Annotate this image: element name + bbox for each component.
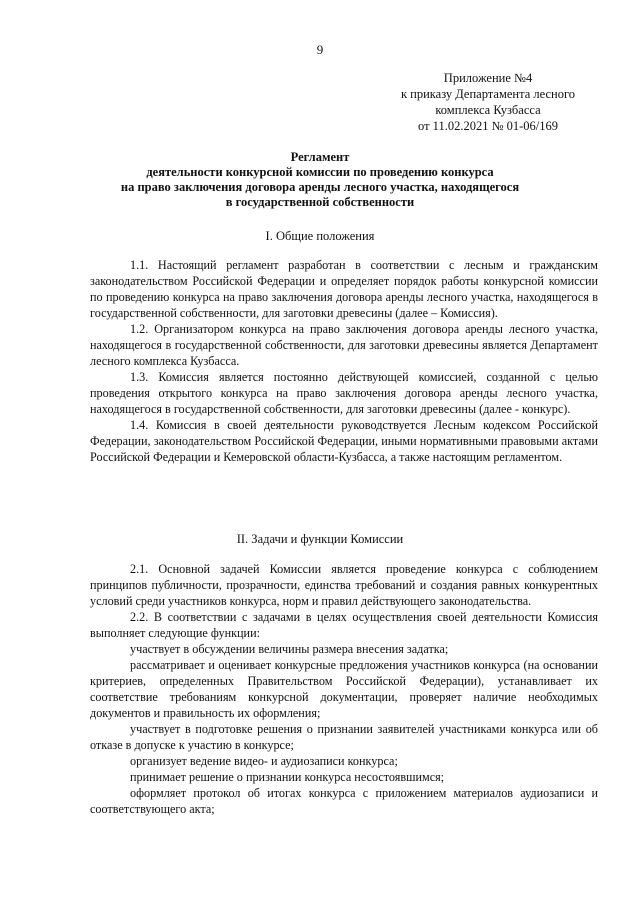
section-general-body	[90, 257, 598, 465]
function-item: организует ведение видео- и аудиозаписи конкурса;	[130, 754, 398, 768]
function-item: принимает решение о признании конкурса несостоявшимся;	[130, 770, 445, 784]
appendix-line: к приказу Департамента лесного	[400, 87, 576, 101]
paragraph: 1.4. Комиссия в своей деятельности руководствуется Лесным кодексом Российской Федерации, законодательством Российской Федерации, иными нормативными правовыми актами Российской Федерации и Кемеровской области-Кузбасса, а также настоящим регламентом.	[90, 418, 598, 464]
paragraph: 1.2. Организатором конкурса на право заключения договора аренды лесного участка, находящегося в государственной собственности, для заготовки древесины является Департамент лесного комплекса Кузбасса.	[90, 322, 598, 368]
function-item: участвует в подготовке решения о признании заявителей участниками конкурса или об отказе в допуске к участию в конкурсе;	[90, 722, 598, 752]
paragraph: 1.3. Комиссия является постоянно действующей комиссией, созданной с целью проведения открытого конкурса на право заключения договора аренды лесного участка, находящегося в государственной собственности, для заготовки древесины (далее - конкурс).	[90, 370, 598, 416]
page-number: 9	[316, 42, 324, 57]
function-item: оформляет протокол об итогах конкурса с приложением материалов аудиозаписи и соответствующего акта;	[90, 786, 598, 816]
title-line: в государственной собственности	[225, 195, 415, 209]
document-title	[60, 150, 580, 210]
title-line: Регламент	[290, 150, 350, 164]
function-item: участвует в обсуждении величины размера внесения задатка;	[130, 642, 449, 656]
paragraph: 2.1. Основной задачей Комиссии является проведение конкурса с соблюдением принципов публичности, прозрачности, единства требований и создания равных конкурентных условий среди участников конкурса, норм и правил действующего законодательства.	[90, 562, 598, 608]
function-item: рассматривает и оценивает конкурсные предложения участников конкурса (на основании критериев, определенных Правительством Российской Федерации), устанавливает их соответствие требованиям конкурсной документации, проверяет наличие необходимых документов и правильность их оформления;	[90, 658, 598, 720]
appendix-line: Приложение №4	[443, 71, 533, 85]
paragraph: 1.1. Настоящий регламент разработан в соответствии с лесным и гражданским законодательством Российской Федерации и определяет порядок работы конкурсной комиссии по проведению конкурса на право заключения договора аренды лесного участка, находящегося в государственной собственности, для заготовки древесины (далее – Комиссия).	[90, 258, 598, 320]
section-heading-general: I. Общие положения	[265, 229, 375, 243]
appendix-reference	[376, 70, 600, 134]
appendix-line: от 11.02.2021 № 01-06/169	[417, 119, 559, 133]
section-heading-tasks: II. Задачи и функции Комиссии	[236, 532, 404, 546]
title-line: деятельности конкурсной комиссии по проведению конкурса	[146, 165, 494, 179]
section-tasks-body	[90, 561, 598, 817]
paragraph: 2.2. В соответствии с задачами в целях осуществления своей деятельности Комиссия выполняет следующие функции:	[90, 610, 598, 640]
title-line: на право заключения договора аренды лесного участка, находящегося	[120, 180, 520, 194]
appendix-line: комплекса Кузбасса	[435, 103, 541, 117]
